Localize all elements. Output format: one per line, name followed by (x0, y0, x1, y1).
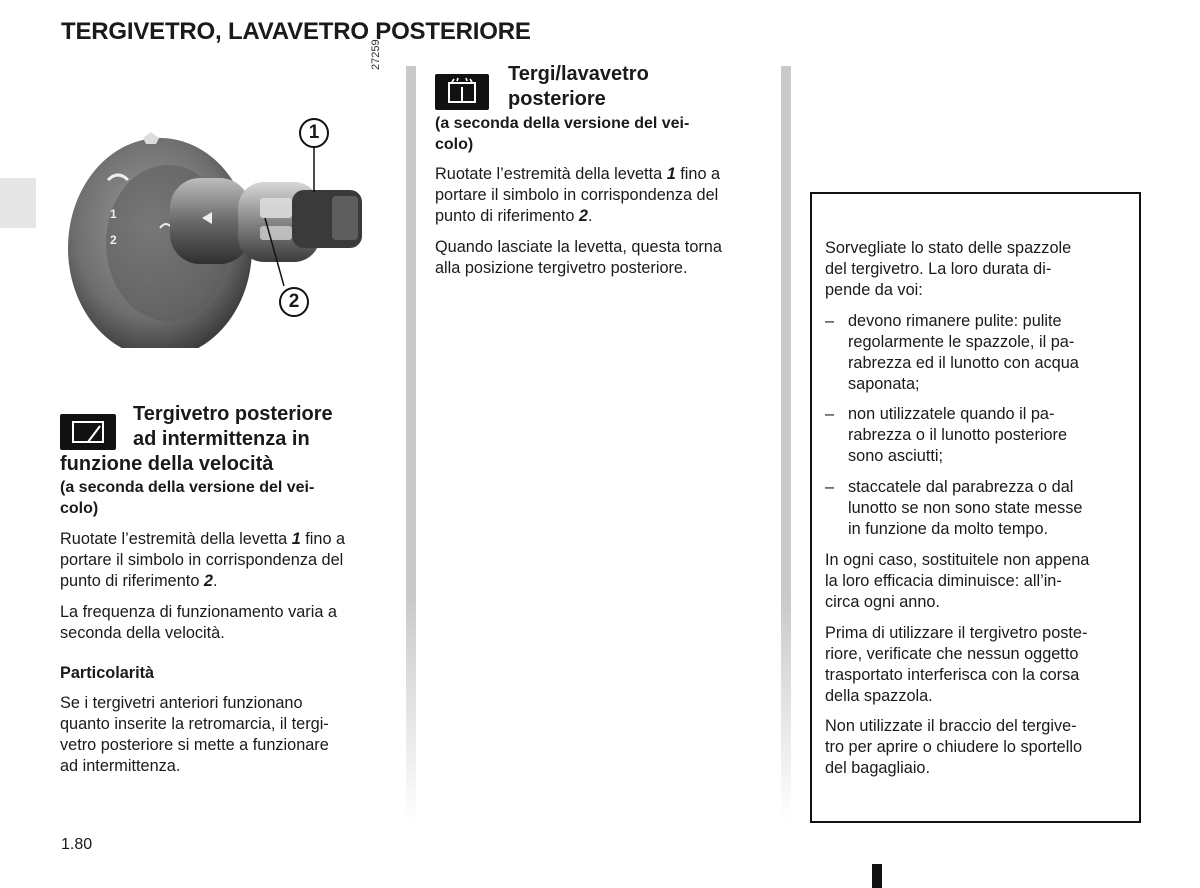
wiper-stalk-illustration (60, 68, 390, 348)
column-divider-right (781, 66, 791, 822)
section-rear-washer-title-1: Tergi/lavavetro (508, 63, 649, 85)
section-rear-washer-para1-line2: portare il simbolo in corrispondenza del (435, 186, 719, 204)
section-rear-speed-para1-line1: Ruotate l’estremità della levetta 1 fino a (60, 530, 346, 548)
section-rear-washer-para2-line2: alla posizione tergivetro posteriore. (435, 259, 688, 277)
section-rear-washer-title-2: posteriore (508, 88, 606, 110)
section-rear-speed-para1-line2: portare il simbolo in corrispondenza del (60, 551, 344, 569)
note-para2-line2: la loro efficacia diminuisce: all’in- (825, 572, 1062, 590)
section-rear-speed-para2-line1: La frequenza di funzionamento varia a (60, 603, 337, 621)
note-para3-line1: Prima di utilizzare il tergivetro poste- (825, 624, 1088, 642)
section-rear-speed-note-1: (a seconda della versione del vei- (60, 479, 315, 496)
note-para3-line3: trasportato interferisca con la corsa (825, 666, 1080, 684)
note-item3-line2: lunotto se non sono state messe (848, 499, 1083, 517)
note-para2-line1: In ogni caso, sostituitele non appena (825, 551, 1090, 569)
particolarita-heading: Particolarità (60, 664, 155, 682)
note-item1-line3: rabrezza ed il lunotto con acqua (848, 354, 1079, 372)
section-rear-speed-note-2: colo) (60, 500, 99, 517)
dial-label-2: 2 (110, 233, 117, 247)
note-intro-line2: del tergivetro. La loro durata di- (825, 260, 1052, 278)
particolarita-line1: Se i tergivetri anteriori funzionano (60, 694, 303, 712)
page-edge-mark (872, 864, 882, 888)
section-rear-washer-para1-line3: punto di riferimento 2. (435, 207, 593, 225)
note-item2-line1: non utilizzatele quando il pa- (848, 405, 1055, 423)
note-para3-line4: della spazzola. (825, 687, 933, 705)
particolarita-line2: quanto inserite la retromarcia, il tergi- (60, 715, 329, 733)
note-intro-line3: pende da voi: (825, 281, 923, 299)
section-rear-washer-note-2: colo) (435, 136, 474, 153)
section-rear-speed-title-3: funzione della velocità (60, 453, 274, 475)
warning-note-box (810, 192, 1141, 823)
callout-2: 2 (279, 287, 309, 317)
note-item1-line1: devono rimanere pulite: pulite (848, 312, 1062, 330)
note-para4-line3: del bagagliaio. (825, 759, 931, 777)
page-title: TERGIVETRO, LAVAVETRO POSTERIORE (61, 18, 531, 45)
note-item2-line2: rabrezza o il lunotto posteriore (848, 426, 1068, 444)
section-rear-speed-title-1: Tergivetro posteriore (133, 403, 333, 425)
section-rear-washer-note-1: (a seconda della versione del vei- (435, 115, 690, 132)
list-dash: – (825, 478, 835, 496)
note-item1-line2: regolarmente le spazzole, il pa- (848, 333, 1075, 351)
section-rear-washer-para2-line1: Quando lasciate la levetta, questa torna (435, 238, 722, 256)
note-item2-line3: sono asciutti; (848, 447, 944, 465)
illustration-code: 27259 (370, 39, 382, 70)
note-para4-line1: Non utilizzate il braccio del tergive- (825, 717, 1077, 735)
rear-wiper-intermittent-icon (60, 414, 116, 450)
section-rear-washer-para1-line1: Ruotate l’estremità della levetta 1 fino a (435, 165, 721, 183)
note-intro-line1: Sorvegliate lo stato delle spazzole (825, 239, 1072, 257)
note-para4-line2: tro per aprire o chiudere lo sportello (825, 738, 1083, 756)
chapter-tab (0, 178, 36, 228)
note-item3-line1: staccatele dal parabrezza o dal (848, 478, 1074, 496)
note-item1-line4: saponata; (848, 375, 920, 393)
callout-1: 1 (299, 118, 329, 148)
list-dash: – (825, 312, 835, 330)
section-rear-speed-para1-line3: punto di riferimento 2. (60, 572, 218, 590)
page-number: 1.80 (61, 836, 93, 853)
column-divider-left (406, 66, 416, 822)
note-para2-line3: circa ogni anno. (825, 593, 940, 611)
dial-label-1: 1 (110, 207, 117, 221)
rear-washer-icon (435, 74, 489, 110)
note-item3-line3: in funzione da molto tempo. (848, 520, 1049, 538)
list-dash: – (825, 405, 835, 423)
section-rear-speed-para2-line2: seconda della velocità. (60, 624, 225, 642)
particolarita-line3: vetro posteriore si mette a funzionare (60, 736, 329, 754)
section-rear-speed-title-2: ad intermittenza in (133, 428, 310, 450)
front-wiper-icon (143, 132, 159, 144)
note-para3-line2: riore, verificate che nessun oggetto (825, 645, 1079, 663)
particolarita-line4: ad intermittenza. (60, 757, 181, 775)
